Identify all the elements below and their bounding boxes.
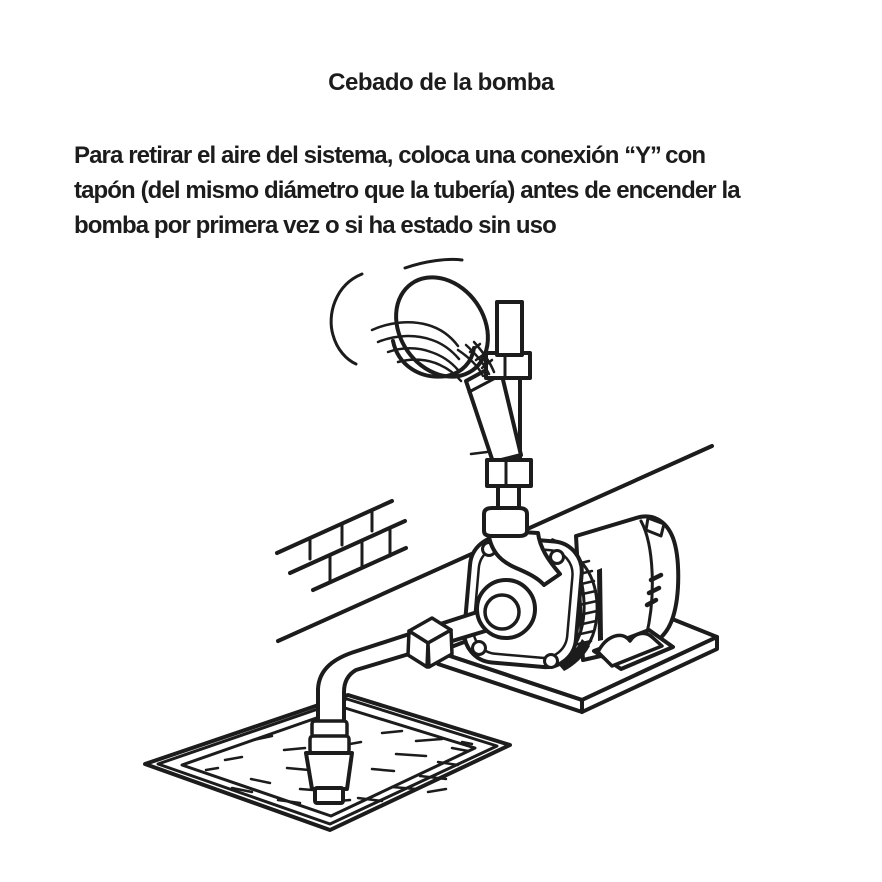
paragraph-line-1: Para retirar el aire del sistema, coloca una conexión ‘‘Y’’ con: [74, 142, 706, 169]
pipe-clamp: [408, 618, 452, 667]
motor-terminal: [646, 518, 664, 536]
union-nut-upper: [486, 353, 530, 378]
page-title: Cebado de la bomba: [328, 69, 554, 96]
fins-shadow-edge: [597, 568, 603, 641]
funnel-detail-tick: [471, 452, 487, 454]
paragraph-line-2: tapón (del mismo diámetro que la tubería) antes de encender la: [74, 177, 740, 204]
water-reservoir: [145, 695, 510, 830]
reservoir-inner-rim: [182, 708, 475, 816]
discharge-pipe-mid: [499, 377, 520, 462]
reservoir-outer-rim: [145, 695, 510, 830]
motor-cap-seam: [641, 521, 652, 637]
cooling-fins: [573, 561, 597, 645]
foot-valve: [306, 753, 352, 789]
motor-foot-pad: [594, 630, 673, 669]
bolt-icon: [473, 642, 486, 655]
pump-assembly: [462, 516, 679, 671]
suction-pipe: [306, 603, 505, 803]
motor-body: [576, 516, 678, 660]
suction-pipe-run: [318, 603, 505, 722]
bolt-icon: [551, 551, 564, 564]
bucket-body: [377, 259, 507, 394]
foot-valve-tip: [315, 788, 343, 803]
housing-shadow-top: [547, 538, 585, 572]
water-texture: [206, 731, 472, 803]
bucket-handle: [331, 274, 362, 364]
pipe-ring-1: [312, 721, 347, 737]
bolt-icon: [483, 543, 496, 556]
discharge-assembly: [466, 302, 560, 585]
cooling-fins-band: [566, 553, 597, 656]
discharge-neck: [488, 530, 560, 585]
reservoir-mid-rim: [158, 699, 497, 824]
paragraph-line-3: bomba por primera vez o si ha estado sin uso: [74, 212, 556, 239]
flange-bolts: [473, 543, 564, 668]
funnel-mouth-line: [469, 374, 503, 392]
pipe-coupling: [484, 508, 527, 536]
motor-foot-bracket: [598, 633, 662, 666]
instruction-paragraph: [74, 138, 822, 243]
pipe-ring-2: [310, 736, 349, 753]
housing-shadow-bottom: [558, 639, 590, 671]
floor-ledge-line: [278, 446, 712, 641]
pump-housing-inner-ring: [471, 544, 574, 660]
discharge-pipe-lower: [498, 486, 519, 510]
water-stream: [372, 322, 494, 381]
priming-bucket: [331, 259, 507, 394]
pump-housing-flange: [462, 534, 585, 669]
union-nut-lower: [487, 460, 531, 486]
bolt-icon: [545, 655, 558, 668]
motor-foot-pad-inner: [606, 636, 661, 662]
motor-vents: [647, 575, 661, 605]
bucket-handle-far: [405, 259, 462, 268]
suction-boss: [477, 580, 535, 638]
discharge-pipe-top: [497, 302, 522, 355]
bucket-rim: [393, 341, 474, 377]
pump-base-slab: [438, 590, 717, 712]
brick-wall: [277, 501, 406, 590]
y-connection-funnel: [466, 363, 521, 462]
